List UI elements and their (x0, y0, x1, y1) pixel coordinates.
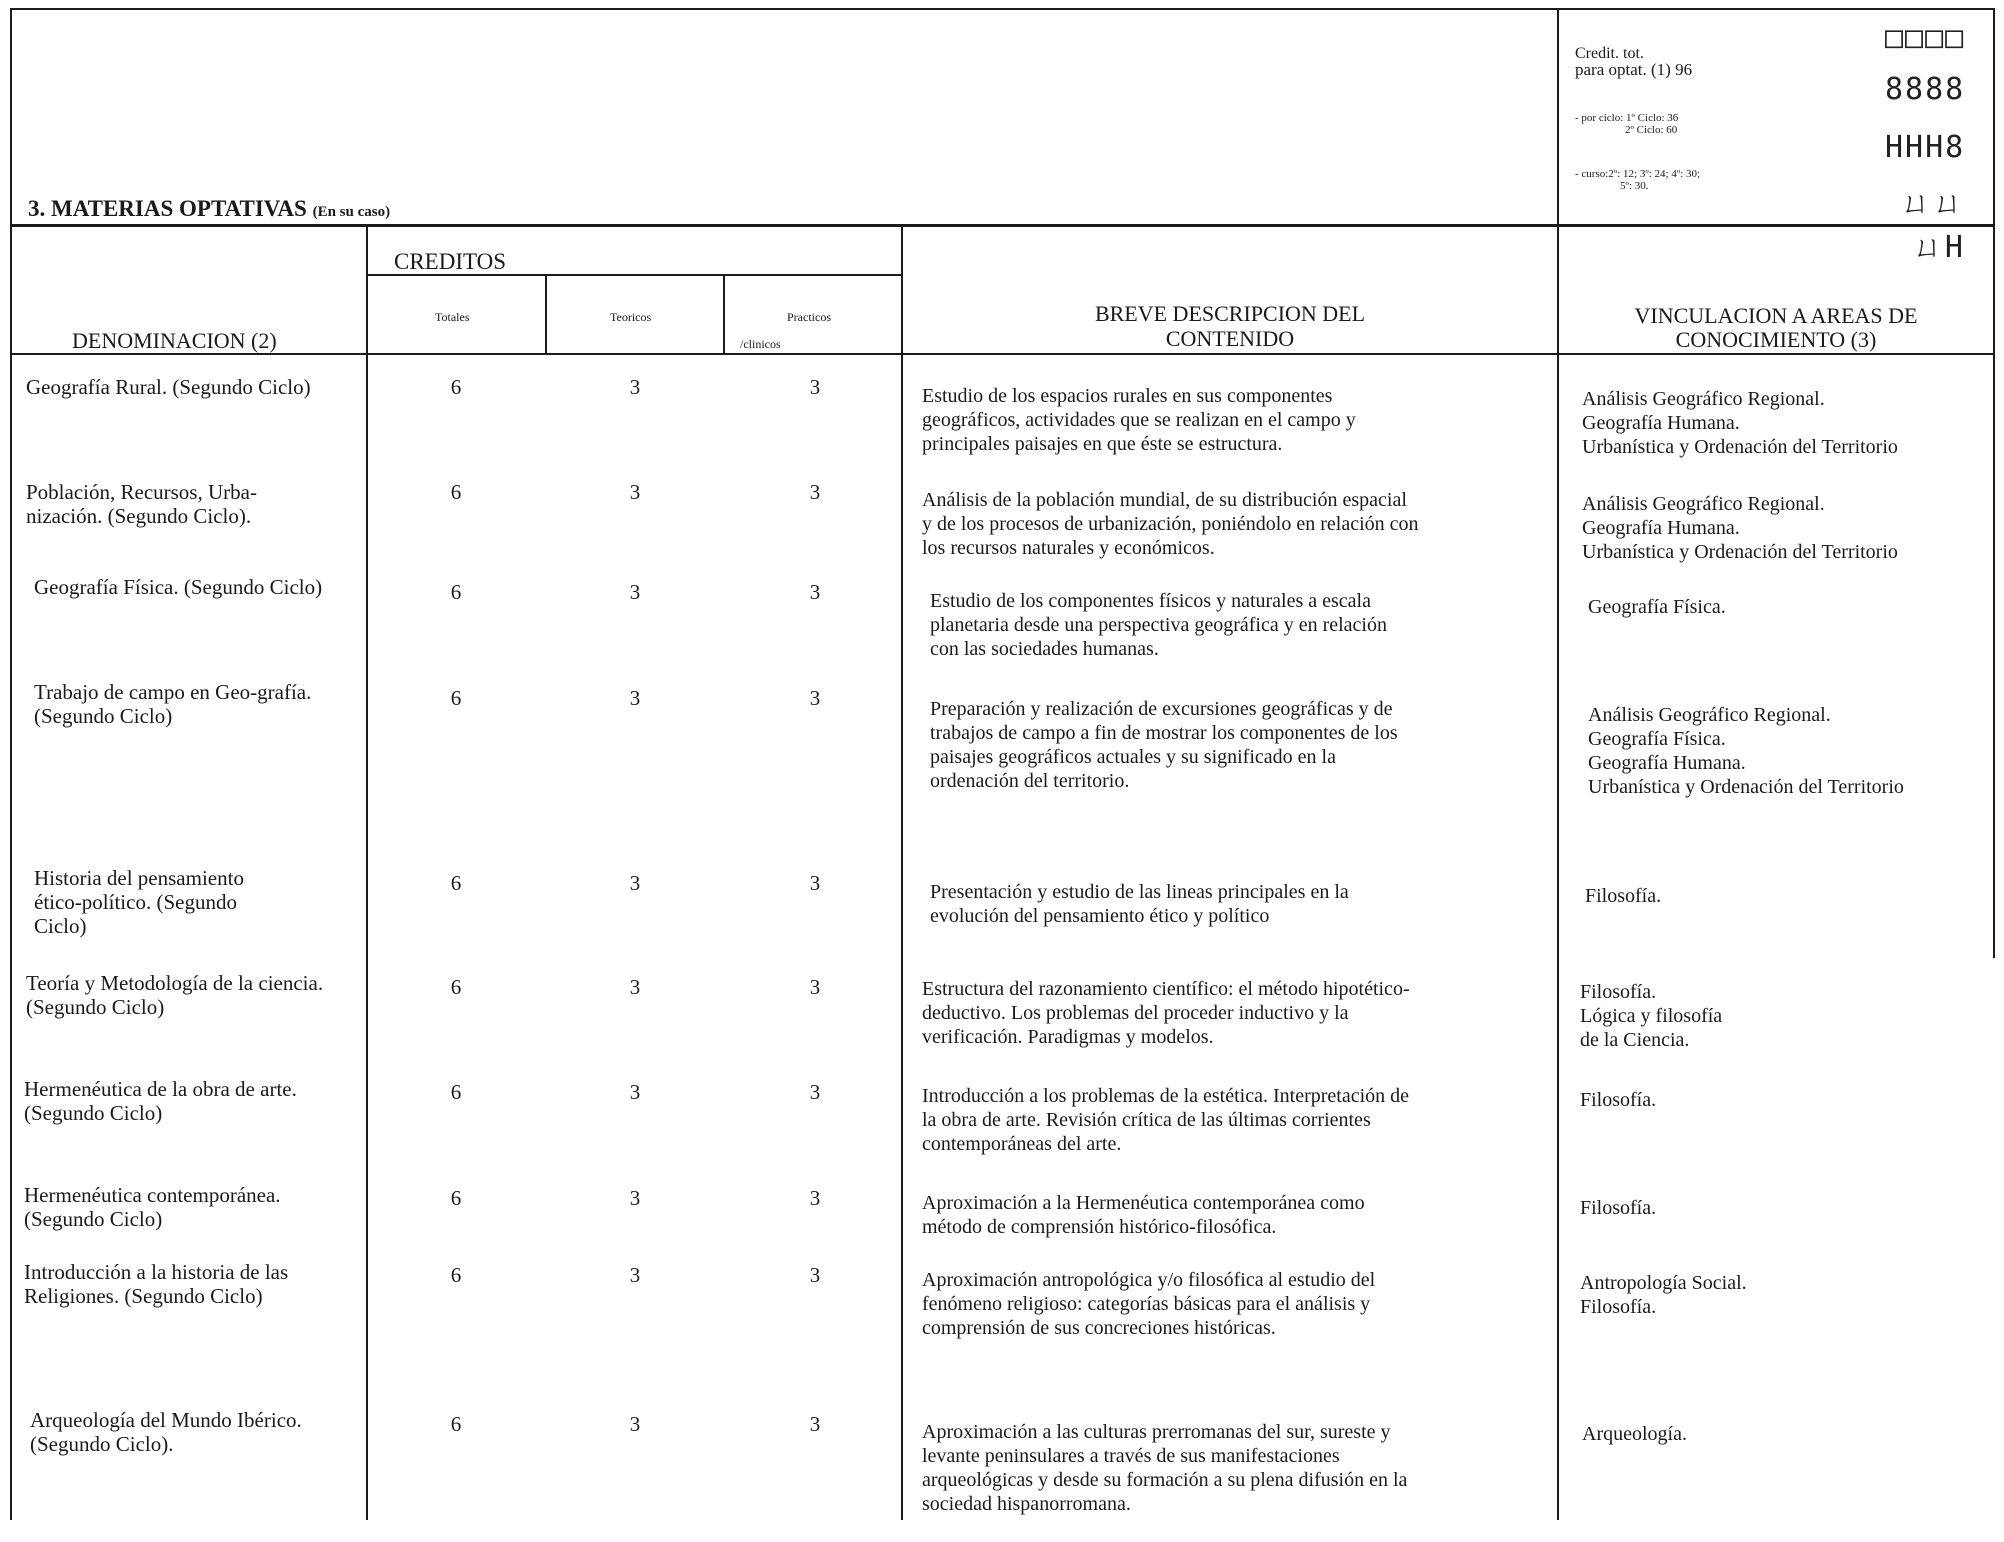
desc-line: Aproximación a las culturas prerromanas del sur, sureste y (922, 1421, 1391, 1443)
desc-line: arqueológicas y desde su formación a su plena difusión en la (922, 1469, 1408, 1491)
row-6-desc (922, 977, 1410, 1049)
area-line: Geografía Humana. (1582, 517, 1740, 539)
desc-line: fenómeno religioso: categorías básicas para el análisis y (922, 1293, 1371, 1315)
row-6-practicos: 3 (809, 975, 821, 999)
desc-line: geográficos, actividades que se realizan en el campo y (922, 409, 1356, 431)
desc-line: y de los procesos de urbanización, poniéndolo en relación con (922, 513, 1419, 535)
area-line: Análisis Geográfico Regional. (1588, 704, 1831, 726)
row-7-totales: 6 (450, 1080, 462, 1104)
desc-line: contemporáneas del arte. (922, 1133, 1122, 1155)
area-line: Filosofía. (1580, 1296, 1657, 1318)
row-5-teoricos: 3 (629, 871, 641, 895)
row-6-teoricos: 3 (629, 975, 641, 999)
row-10-areas (1582, 1422, 1687, 1446)
row-8-denominacion: Hermenéutica contemporánea. (Segundo Ciclo) (24, 1183, 281, 1231)
row-7-denominacion: Hermenéutica de la obra de arte. (Segundo Ciclo) (24, 1077, 297, 1125)
row-4-teoricos: 3 (629, 686, 641, 710)
desc-line: Preparación y realización de excursiones geográficas y de (930, 698, 1393, 720)
col-sep-2 (545, 275, 547, 355)
row-9-practicos: 3 (809, 1263, 821, 1287)
area-line: Filosofía. (1580, 1089, 1657, 1111)
area-line: Geografía Humana. (1582, 412, 1740, 434)
desc-line: Estructura del razonamiento científico: el método hipotético- (922, 978, 1410, 1000)
desc-line: trabajos de campo a fin de mostrar los componentes de los (930, 722, 1398, 744)
desc-line: los recursos naturales y económicos. (922, 537, 1215, 559)
desc-line: la obra de arte. Revisión crítica de las últimas corrientes (922, 1109, 1371, 1131)
row-2-totales: 6 (450, 480, 462, 504)
area-line: Arqueología. (1582, 1423, 1687, 1445)
row-2-practicos: 3 (809, 480, 821, 504)
area-line: Filosofía. (1585, 885, 1662, 907)
credits-curso-b: 5º: 30. (1620, 180, 1649, 192)
area-line: Geografía Humana. (1588, 752, 1746, 774)
digit-boxes-row-4: ㄩㄩㄩH (1901, 186, 1965, 265)
header-vinculacion-b: CONOCIMIENTO (3) (1675, 327, 1877, 352)
row-1-denominacion: Geografía Rural. (Segundo Ciclo) (26, 375, 311, 399)
row-6-areas (1580, 980, 1722, 1052)
row-8-totales: 6 (450, 1186, 462, 1210)
area-line: Antropología Social. (1580, 1272, 1747, 1294)
area-line: Lógica y filosofía (1580, 1005, 1723, 1027)
desc-line: Aproximación antropológica y/o filosófica al estudio del (922, 1269, 1376, 1291)
row-3-teoricos: 3 (629, 580, 641, 604)
row-5-areas (1585, 884, 1661, 908)
title-separator (10, 224, 1995, 227)
row-10-denominacion: Arqueología del Mundo Ibérico. (Segundo Ciclo). (30, 1408, 302, 1456)
row-1-areas (1582, 387, 1898, 459)
desc-line: Estudio de los espacios rurales en sus componentes (922, 385, 1333, 407)
row-9-teoricos: 3 (629, 1263, 641, 1287)
row-3-totales: 6 (450, 580, 462, 604)
row-10-practicos: 3 (809, 1412, 821, 1436)
desc-line: con las sociedades humanas. (930, 638, 1159, 660)
row-8-practicos: 3 (809, 1186, 821, 1210)
header-totales: Totales (435, 310, 470, 324)
row-8-teoricos: 3 (629, 1186, 641, 1210)
row-5-practicos: 3 (809, 871, 821, 895)
row-4-desc (930, 697, 1398, 793)
desc-line: Análisis de la población mundial, de su distribución espacial (922, 489, 1407, 511)
row-10-totales: 6 (450, 1412, 462, 1436)
row-2-teoricos: 3 (629, 480, 641, 504)
right-border (1993, 8, 1995, 958)
area-line: Urbanística y Ordenación del Territorio (1582, 541, 1898, 563)
desc-line: Introducción a los problemas de la estética. Interpretación de (922, 1085, 1410, 1107)
desc-line: Presentación y estudio de las lineas principales en la (930, 881, 1349, 903)
row-10-desc (922, 1420, 1407, 1516)
col-sep-3 (723, 275, 725, 355)
area-line: de la Ciencia. (1580, 1029, 1690, 1051)
row-2-areas (1582, 492, 1898, 564)
desc-line: comprensión de sus concreciones históricas. (922, 1317, 1276, 1339)
digit-boxes-row-1: □□□□ (1885, 20, 1966, 55)
row-7-areas (1580, 1088, 1656, 1112)
desc-line: paisajes geográficos actuales y su significado en la (930, 746, 1336, 768)
section-title (28, 196, 390, 222)
desc-line: evolución del pensamiento ético y político (930, 905, 1270, 927)
desc-line: Aproximación a la Hermenéutica contemporánea como (922, 1192, 1365, 1214)
header-descripcion-a: BREVE DESCRIPCION DEL (1094, 301, 1366, 326)
row-4-totales: 6 (450, 686, 462, 710)
header-teoricos: Teoricos (610, 310, 652, 324)
header-clinicos: /clinicos (740, 337, 781, 351)
area-line: Urbanística y Ordenación del Territorio (1582, 436, 1898, 458)
row-7-teoricos: 3 (629, 1080, 641, 1104)
row-3-areas (1588, 595, 1726, 619)
row-4-practicos: 3 (809, 686, 821, 710)
col-sep-4 (901, 224, 903, 1520)
header-denominacion: DENOMINACION (2) (72, 328, 277, 353)
header-creditos: CREDITOS (394, 249, 507, 274)
header-descripcion-b: CONTENIDO (1165, 326, 1295, 351)
row-5-totales: 6 (450, 871, 462, 895)
row-1-desc (922, 384, 1356, 456)
desc-line: Estudio de los componentes físicos y naturales a escala (930, 590, 1371, 612)
area-line: Filosofía. (1580, 981, 1657, 1003)
top-border (10, 8, 1995, 10)
row-4-denominacion: Trabajo de campo en Geo-grafía. (Segundo Ciclo) (34, 680, 312, 728)
header-vinculacion-a: VINCULACION A AREAS DE (1634, 303, 1918, 328)
row-5-denominacion: Historia del pensamiento ético-político. (Segundo Ciclo) (34, 866, 244, 938)
desc-line: deductivo. Los problemas del proceder inductivo y la (922, 1002, 1349, 1024)
row-9-denominacion: Introducción a la historia de las Religiones. (Segundo Ciclo) (24, 1260, 289, 1308)
area-line: Geografía Física. (1588, 596, 1726, 618)
row-3-desc (930, 589, 1387, 661)
row-9-desc (922, 1268, 1375, 1340)
area-line: Análisis Geográfico Regional. (1582, 388, 1825, 410)
row-2-denominacion: Población, Recursos, Urba-nización. (Segundo Ciclo). (26, 480, 257, 528)
row-1-totales: 6 (450, 375, 462, 399)
row-5-desc (930, 880, 1349, 928)
row-6-denominacion: Teoría y Metodología de la ciencia. (Segundo Ciclo) (26, 971, 324, 1019)
header-practicos: Practicos (787, 310, 831, 324)
desc-line: método de comprensión histórico-filosófica. (922, 1216, 1277, 1238)
row-1-practicos: 3 (809, 375, 821, 399)
left-border (10, 8, 12, 1520)
credits-ciclo-b: 2º Ciclo: 60 (1625, 124, 1678, 136)
area-line: Geografía Física. (1588, 728, 1726, 750)
digit-boxes-row-2: 8888 (1885, 72, 1966, 107)
desc-line: ordenación del territorio. (930, 770, 1130, 792)
desc-line: levante peninsulares a través de sus manifestaciones (922, 1445, 1340, 1467)
section-title-note: (En su caso) (312, 204, 391, 220)
row-8-desc (922, 1191, 1365, 1239)
desc-line: principales paisajes en que éste se estructura. (922, 433, 1283, 455)
credits-line2: para optat. (1) 96 (1575, 60, 1693, 79)
row-10-teoricos: 3 (629, 1412, 641, 1436)
row-3-denominacion: Geografía Física. (Segundo Ciclo) (34, 575, 323, 599)
row-3-practicos: 3 (809, 580, 821, 604)
desc-line: verificación. Paradigmas y modelos. (922, 1026, 1214, 1048)
credits-curso-a: - curso:2º: 12; 3º: 24; 4º: 30; (1575, 168, 1701, 180)
desc-line: planetaria desde una perspectiva geográfica y en relación (930, 614, 1387, 636)
area-line: Filosofía. (1580, 1197, 1657, 1219)
desc-line: sociedad hispanorromana. (922, 1493, 1131, 1515)
header-bottom (10, 353, 1995, 355)
digit-boxes-row-3: HHH8 (1885, 130, 1966, 165)
col-sep-1 (366, 224, 368, 1520)
col-sep-5 (1557, 8, 1559, 1520)
row-4-areas (1588, 703, 1904, 799)
credits-ciclo-a: - por ciclo: 1º Ciclo: 36 (1575, 112, 1679, 124)
section-title-text: 3. MATERIAS OPTATIVAS (28, 196, 307, 221)
area-line: Análisis Geográfico Regional. (1582, 493, 1825, 515)
row-9-areas (1580, 1271, 1747, 1319)
credits-line1: Credit. tot. (1575, 45, 1644, 62)
row-8-areas (1580, 1196, 1656, 1220)
row-7-practicos: 3 (809, 1080, 821, 1104)
row-7-desc (922, 1084, 1409, 1156)
row-9-totales: 6 (450, 1263, 462, 1287)
row-2-desc (922, 488, 1419, 560)
area-line: Urbanística y Ordenación del Territorio (1588, 776, 1904, 798)
row-1-teoricos: 3 (629, 375, 641, 399)
row-6-totales: 6 (450, 975, 462, 999)
